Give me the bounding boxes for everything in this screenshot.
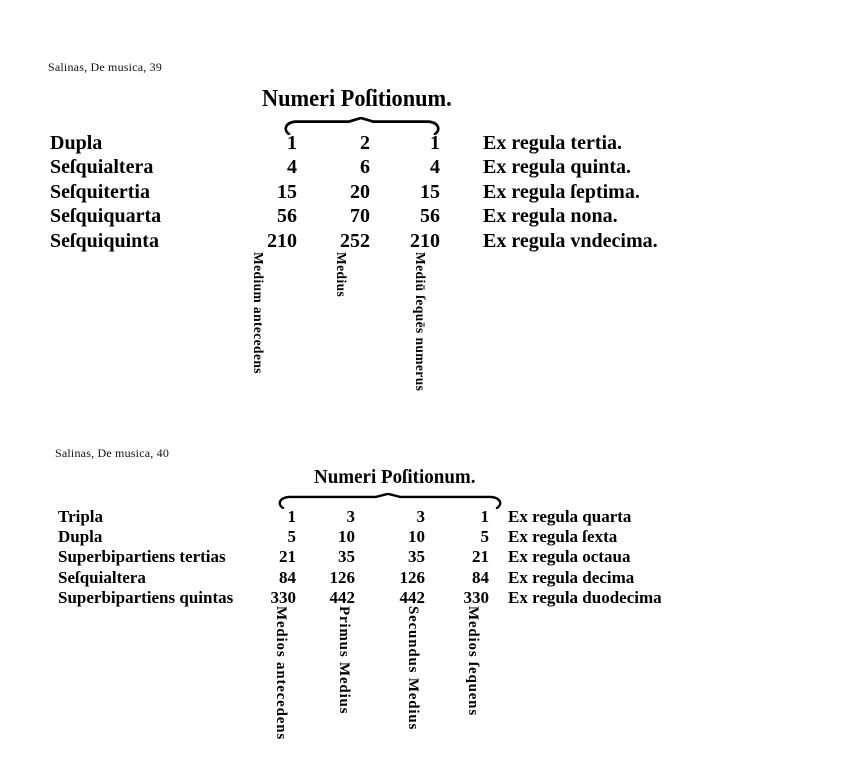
column-spacer xyxy=(489,588,508,608)
regula-label: Ex regula ſeptima. xyxy=(483,180,640,203)
position-number: 210 xyxy=(267,229,297,252)
position-number: 330 xyxy=(463,587,489,607)
table-title-page-40: Numeri Poſitionum. xyxy=(314,466,476,488)
column-spacer xyxy=(489,527,508,547)
column-spacer xyxy=(440,229,483,253)
regula-label: Ex regula octaua xyxy=(508,547,631,567)
position-number: 2 xyxy=(360,132,370,154)
ratio-name-label: Seſquitertia xyxy=(50,180,150,203)
position-number: 1 xyxy=(430,132,440,154)
position-number: 5 xyxy=(480,527,489,547)
position-number: 126 xyxy=(399,567,425,587)
column-spacer xyxy=(489,507,508,527)
column-spacer xyxy=(440,155,483,179)
position-number: 1 xyxy=(287,132,297,154)
ratio-name-label: Seſquiquarta xyxy=(50,205,162,228)
position-number: 442 xyxy=(329,587,355,607)
position-number: 6 xyxy=(360,156,370,179)
ratio-name-label: Superbipartiens quintas xyxy=(58,587,234,607)
column-spacer xyxy=(440,131,483,155)
column-spacer xyxy=(489,547,508,567)
position-number: 35 xyxy=(408,547,425,567)
position-number: 5 xyxy=(287,527,296,547)
position-number: 252 xyxy=(340,229,370,252)
positionum-table-40 xyxy=(58,507,662,608)
position-number: 35 xyxy=(338,547,355,567)
position-number: 56 xyxy=(277,205,297,228)
ratio-name-label: Tripla xyxy=(58,507,104,526)
position-number: 21 xyxy=(472,547,489,567)
ratio-name-label: Seſquialtera xyxy=(50,156,154,179)
column-spacer xyxy=(489,568,508,588)
position-number: 20 xyxy=(350,180,370,203)
source-caption-page-39: Salinas, De musica, 39 xyxy=(48,60,163,74)
rotated-column-label: Mediū ſequēs numerus xyxy=(413,252,428,392)
regula-label: Ex regula tertia. xyxy=(483,132,623,154)
position-number: 15 xyxy=(277,180,297,203)
regula-label: Ex regula duodecima xyxy=(508,587,662,607)
position-number: 4 xyxy=(430,156,440,179)
regula-label: Ex regula quinta. xyxy=(483,156,631,179)
position-number: 56 xyxy=(420,205,440,228)
rotated-column-label: Medius xyxy=(334,252,349,298)
column-spacer xyxy=(440,180,483,204)
position-number: 21 xyxy=(279,547,296,567)
position-number: 15 xyxy=(420,180,440,203)
position-number: 4 xyxy=(287,156,297,179)
rotated-column-label: Secundus Medius xyxy=(405,606,421,731)
regula-label: Ex regula ſexta xyxy=(508,527,618,547)
position-number: 126 xyxy=(329,567,355,587)
rotated-column-label: Medios ſequens xyxy=(465,606,481,716)
source-caption-page-40: Salinas, De musica, 40 xyxy=(55,446,170,460)
position-number: 3 xyxy=(346,507,355,526)
position-number: 84 xyxy=(279,567,296,587)
position-number: 10 xyxy=(338,527,355,547)
position-number: 3 xyxy=(416,507,425,526)
position-number: 1 xyxy=(287,507,296,526)
rotated-column-label: Medios antecedens xyxy=(273,606,289,741)
ratio-name-label: Dupla xyxy=(58,527,103,547)
ratio-name-label: Seſquiquinta xyxy=(50,229,159,252)
positionum-table-39 xyxy=(50,131,658,253)
position-number: 330 xyxy=(270,587,296,607)
column-spacer xyxy=(440,204,483,228)
regula-label: Ex regula nona. xyxy=(483,205,618,228)
position-number: 442 xyxy=(399,587,425,607)
regula-label: Ex regula decima xyxy=(508,567,635,587)
table-title-page-39: Numeri Poſitionum. xyxy=(262,86,452,112)
position-number: 10 xyxy=(408,527,425,547)
position-number: 210 xyxy=(410,229,440,252)
rotated-column-label: Medium antecedens xyxy=(251,252,266,374)
ratio-name-label: Dupla xyxy=(50,132,103,154)
ratio-name-label: Seſquialtera xyxy=(58,567,146,587)
rotated-column-label: Primus Medius xyxy=(336,606,352,715)
regula-label: Ex regula vndecima. xyxy=(483,229,658,252)
regula-label: Ex regula quarta xyxy=(508,507,632,526)
position-number: 1 xyxy=(480,507,489,526)
ratio-name-label: Superbipartiens tertias xyxy=(58,547,226,567)
position-number: 70 xyxy=(350,205,370,228)
position-number: 84 xyxy=(472,567,489,587)
